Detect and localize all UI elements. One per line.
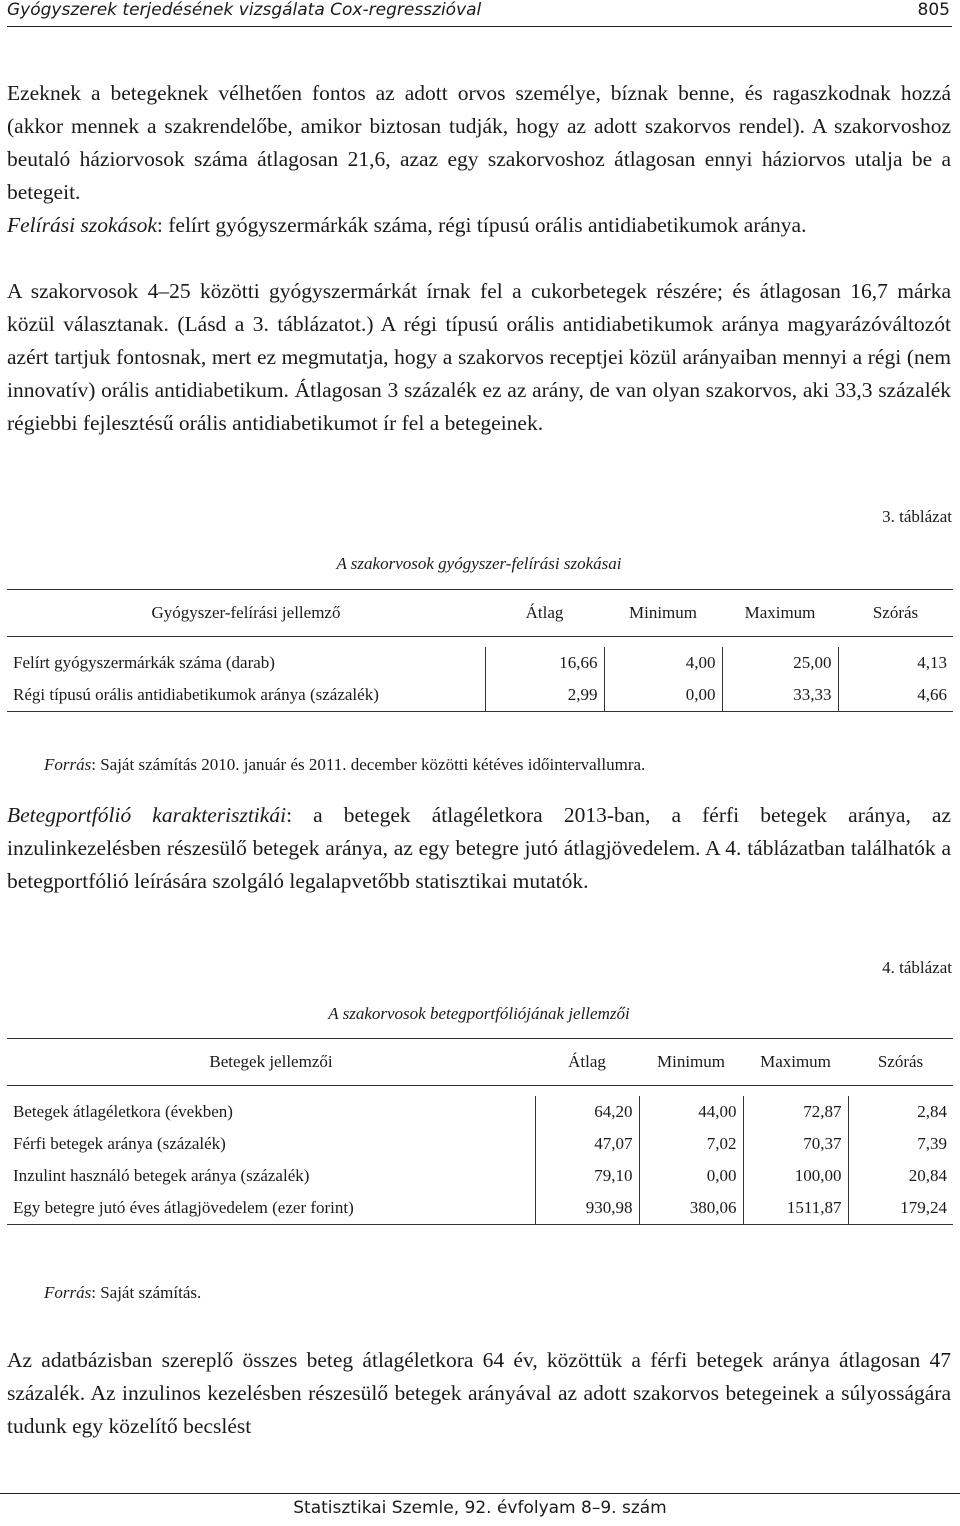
value-cell: 70,37 bbox=[743, 1128, 848, 1160]
table-4-spacer-cell bbox=[743, 1086, 848, 1097]
value-cell: 7,39 bbox=[848, 1128, 953, 1160]
value-cell: 7,02 bbox=[639, 1128, 743, 1160]
paragraph-4-term: Betegportfólió karakterisztikái bbox=[7, 803, 287, 827]
row-label: Felírt gyógyszermárkák száma (darab) bbox=[13, 653, 275, 672]
row-label: Betegek átlagéletkora (években) bbox=[13, 1102, 233, 1121]
running-header bbox=[7, 0, 952, 27]
paragraph-2 bbox=[7, 209, 951, 242]
value-cell: 20,84 bbox=[848, 1160, 953, 1192]
value-cell: 4,66 bbox=[838, 679, 953, 712]
paragraph-2-term: Felírási szokások bbox=[7, 213, 157, 237]
row-label: Régi típusú orális antidiabetikumok aránya (százalék) bbox=[7, 679, 485, 712]
table-3-spacer-cell bbox=[722, 637, 838, 648]
table-4-header-1: Átlag bbox=[535, 1039, 639, 1086]
table-3-header-4: Szórás bbox=[838, 590, 953, 637]
table-4-source-text: : Saját számítás. bbox=[91, 1283, 202, 1302]
value-cell: 47,07 bbox=[535, 1128, 639, 1160]
table-row bbox=[7, 1192, 953, 1225]
table-4-header-3: Maximum bbox=[743, 1039, 848, 1086]
value-cell: 16,66 bbox=[485, 647, 604, 679]
table-3-spacer-cell bbox=[838, 637, 953, 648]
row-label: Inzulint használó betegek aránya (százalék) bbox=[13, 1166, 310, 1185]
table-4-source-label: Forrás bbox=[44, 1283, 92, 1302]
table-3-header-0: Gyógyszer-felírási jellemző bbox=[7, 590, 485, 637]
value-cell: 44,00 bbox=[639, 1096, 743, 1128]
value-cell: 79,10 bbox=[535, 1160, 639, 1192]
table-3-spacer-row bbox=[7, 637, 953, 648]
paragraph-4-text: : a betegek átlagéletkora 2013-ban, a férfi betegek aránya, az inzulinkezelésben részesülő betegek aránya, az egy betegre jutó átlagjövedelem. A 4. táblázatban találhatók a betegportfólió leírására szolgáló legalapvetőbb statisztikai mutatók. bbox=[7, 803, 951, 893]
row-label: Egy betegre jutó éves átlagjövedelem (ezer forint) bbox=[7, 1192, 535, 1225]
table-3-header-1: Átlag bbox=[485, 590, 604, 637]
value-cell: 4,00 bbox=[604, 647, 722, 679]
table-4-spacer-cell bbox=[7, 1086, 535, 1097]
table-3-spacer-cell bbox=[7, 637, 485, 648]
table-4 bbox=[7, 1038, 953, 1225]
paragraph-2-text: : felírt gyógyszermárkák száma, régi típusú orális antidiabetikumok aránya. bbox=[156, 213, 807, 237]
page-number: 805 bbox=[917, 0, 950, 20]
table-3 bbox=[7, 589, 953, 712]
table-4-spacer-row bbox=[7, 1086, 953, 1097]
table-row bbox=[7, 1160, 953, 1192]
value-cell: 72,87 bbox=[743, 1096, 848, 1128]
table-4-spacer-cell bbox=[535, 1086, 639, 1097]
paragraph-5: Az adatbázisban szereplő összes beteg átlagéletkora 64 év, közöttük a férfi betegek aránya átlagosan 47 százalék. Az inzulinos kezelésben részesülő betegek arányával az adott szakorvos betegeinek a súlyosságára tudunk egy közelítő becslést bbox=[7, 1348, 951, 1438]
table-3-header-2: Minimum bbox=[604, 590, 722, 637]
value-cell: 380,06 bbox=[639, 1192, 743, 1225]
table-row bbox=[7, 647, 953, 679]
table-4-header-2: Minimum bbox=[639, 1039, 743, 1086]
table-3-spacer-cell bbox=[485, 637, 604, 648]
table-4-number: 4. táblázat bbox=[882, 958, 952, 977]
table-3-spacer-cell bbox=[604, 637, 722, 648]
value-cell: 930,98 bbox=[535, 1192, 639, 1225]
table-4-header-4: Szórás bbox=[848, 1039, 953, 1086]
paragraph-4 bbox=[7, 799, 951, 898]
table-4-source bbox=[44, 1283, 201, 1303]
running-footer: Statisztikai Szemle, 92. évfolyam 8–9. szám bbox=[0, 1493, 960, 1526]
value-cell: 179,24 bbox=[848, 1192, 953, 1225]
table-3-source-label: Forrás bbox=[44, 755, 92, 774]
value-cell: 2,84 bbox=[848, 1096, 953, 1128]
table-4-spacer-cell bbox=[848, 1086, 953, 1097]
table-row bbox=[7, 679, 953, 712]
value-cell: 0,00 bbox=[604, 679, 722, 712]
value-cell: 1511,87 bbox=[743, 1192, 848, 1225]
table-row bbox=[7, 1128, 953, 1160]
paragraph-3: A szakorvosok 4–25 közötti gyógyszermárkát írnak fel a cukorbetegek részére; és átlagosan 16,7 márka közül választanak. (Lásd a 3. táblázatot.) A régi típusú orális antidiabetikumok aránya magyarázóváltozót azért tartjuk fontosnak, mert ez megmutatja, hogy a szakorvos receptjei közül arányaiban mennyi a régi (nem innovatív) orális antidiabetikum. Átlagosan 3 százalék ez az arány, de van olyan szakorvos, aki 33,3 százalék régiebbi fejlesztésű orális antidiabetikumot ír fel a betegeinek. bbox=[7, 279, 951, 435]
row-label: Férfi betegek aránya (százalék) bbox=[13, 1134, 226, 1153]
table-4-header-row bbox=[7, 1039, 953, 1086]
table-4-spacer-cell bbox=[639, 1086, 743, 1097]
value-cell: 0,00 bbox=[639, 1160, 743, 1192]
running-title: Gyógyszerek terjedésének vizsgálata Cox-regresszióval bbox=[7, 0, 482, 20]
paragraph-1: Ezeknek a betegeknek vélhetően fontos az adott orvos személye, bíznak benne, és ragaszkodnak hozzá (akkor mennek a szakrendelőbe, amikor biztosan tudják, hogy az adott szakorvos rendel). A szakorvoshoz beutaló háziorvosok száma átlagosan 21,6, azaz egy szakorvoshoz átlagosan ennyi háziorvos utalja be a betegeit. bbox=[7, 81, 951, 204]
table-4-header-0: Betegek jellemzői bbox=[7, 1039, 535, 1086]
table-3-caption: A szakorvosok gyógyszer-felírási szokásai bbox=[336, 554, 622, 573]
table-3-source-text: : Saját számítás 2010. január és 2011. december közötti kétéves időintervallumra. bbox=[91, 755, 646, 774]
table-3-source bbox=[44, 755, 645, 775]
value-cell: 64,20 bbox=[535, 1096, 639, 1128]
value-cell: 25,00 bbox=[722, 647, 838, 679]
value-cell: 4,13 bbox=[838, 647, 953, 679]
value-cell: 2,99 bbox=[485, 679, 604, 712]
value-cell: 100,00 bbox=[743, 1160, 848, 1192]
table-3-header-row bbox=[7, 590, 953, 637]
value-cell: 33,33 bbox=[722, 679, 838, 712]
table-4-caption: A szakorvosok betegportfóliójának jellemzői bbox=[328, 1004, 630, 1023]
table-3-header-3: Maximum bbox=[722, 590, 838, 637]
table-row bbox=[7, 1096, 953, 1128]
table-3-number: 3. táblázat bbox=[882, 507, 952, 526]
